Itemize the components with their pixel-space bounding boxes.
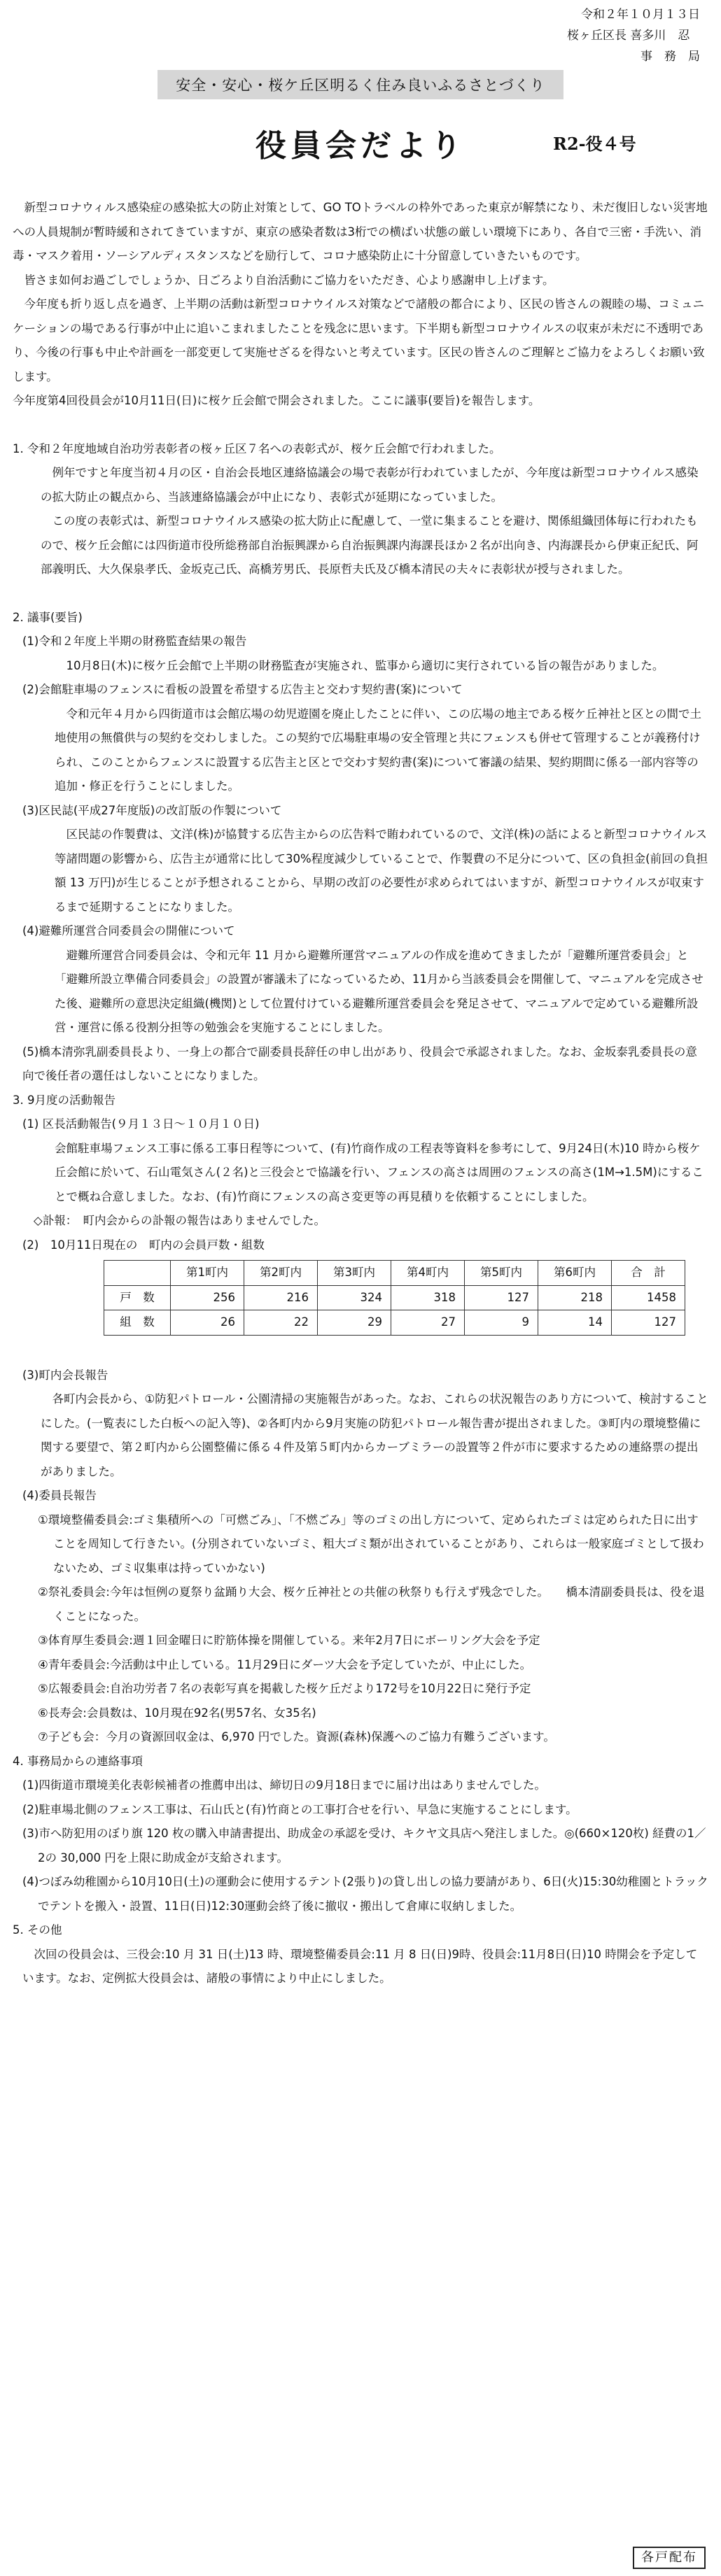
table-header-cell <box>104 1261 171 1286</box>
intro-paragraph: 新型コロナウィルス感染症の感染拡大の防止対策として、GO TOトラベルの枠外であった東京が解禁になり、未だ復旧しない災害地への人員規制が暫時緩和されてきていますが、東京の感染者数は3桁での横ばい状態の厳しい環境下にあり、各自で三密・手洗い、消毒・マスク着用・ソーシアルディスタンスなどを励行して、コロナ感染防止に十分留意していきたいものです。 <box>13 201 708 262</box>
notice-item: (4)つぼみ幼稚園から10月10日(土)の運動会に使用するテント(2張り)の貸し出しの協力要請があり、6日(火)15:30幼稚園とトラックでテントを搬入・設置、11日(日)12:30運動会終了後に撤収・搬出して倉庫に収納しました。 <box>22 1875 708 1913</box>
agenda-item-text: 区民誌の作製費は、文洋(株)が協賛する広告主からの広告料で賄われているので、文洋(株)の話によると新型コロナウイルス等諸問題の影響から、広告主が通常に比して30%程度減少していることで、作製費の不足分について、区の負担金(前回の負担額 13 万円)が生じることが予想されることから、早期の改訂の必要性が求められてはいますが、新型コロナウイルスが収束するまで延期することになりました。 <box>55 828 708 914</box>
distribution-stamp: 各戸配布 <box>633 2547 706 2569</box>
table-cell: 22 <box>244 1310 318 1336</box>
table-cell: 27 <box>391 1310 465 1336</box>
table-cell: 1458 <box>612 1285 685 1310</box>
issue-number: R2-役４号 <box>553 134 636 154</box>
author: 桜ヶ丘区長 喜多川 忍 <box>567 29 690 43</box>
table-cell: 256 <box>171 1285 244 1310</box>
header-block <box>567 4 700 67</box>
notice-item: (2)駐車場北側のフェンス工事は、石山氏と(有)竹商との工事打合せを行い、早急に実施することにします。 <box>22 1802 578 1816</box>
row-label: 戸 数 <box>104 1285 171 1310</box>
committee-report-item: ⑥長寿会:会員数は、10月現在92名(男57名、女35名) <box>38 1706 316 1720</box>
table-cell: 324 <box>318 1285 391 1310</box>
table-cell: 127 <box>465 1285 538 1310</box>
committee-report-item: ⑦子ども会：今月の資源回収金は、6,970 円でした。資源(森林)保護へのご協力有難うございます。 <box>38 1730 555 1743</box>
table-header-cell: 第3町内 <box>318 1261 391 1286</box>
agenda-item-title: (4)避難所運営合同委員会の開催について <box>22 924 235 937</box>
intro-paragraph: 皆さま如何お過ごしでしょうか、日ごろより自治活動にご協力をいただき、心より感謝申し上げます。 <box>24 273 554 287</box>
section1-paragraph: 例年ですと年度当初４月の区・自治会長地区連絡協議会の場で表彰が行われていましたが、今年度は新型コロナウイルス感染の拡大防止の観点から、当該連絡協議会が中止になり、表彰式が延期になっていました。 <box>41 466 699 504</box>
table-header-cell: 第1町内 <box>171 1261 244 1286</box>
agenda-item-title: (2)会館駐車場のフェンスに看板の設置を希望する広告主と交わす契約書(案)について <box>22 683 463 696</box>
activity-subheading: (1) 区長活動報告(９月１３日～１０月１０日) <box>22 1117 260 1131</box>
section5-heading: 5. その他 <box>13 1923 62 1937</box>
obituary-note: ◇訃報： 町内会からの訃報の報告はありませんでした。 <box>34 1214 326 1227</box>
table-cell: 14 <box>538 1310 612 1336</box>
membership-table <box>104 1260 685 1336</box>
agenda-item-text: 避難所運営合同委員会は、令和元年 11 月から避難所運営マニュアルの作成を進めてきましたが「避難所運営委員会」と「避難所設立準備合同委員会」の設置が審議未了になっているため、11月から当該委員会を開催して、マニュアルを完成させた後、避難所の意思決定組織(機関)として位置付けている避難所運営委員会を発足させて、マニュアルで定めている避難所設営・運営に係る役割分担等の勉強会を実施することにしました。 <box>55 948 704 1034</box>
title-row <box>0 120 721 162</box>
table-cell: 127 <box>612 1310 685 1336</box>
table-header-cell: 第4町内 <box>391 1261 465 1286</box>
issue-date: 令和２年１０月１３日 <box>581 8 700 22</box>
slogan-text: 安全・安心・桜ケ丘区明るく住み良いふるさとづくり <box>158 70 564 99</box>
agenda-item-text: 令和元年４月から四街道市は会館広場の幼児遊園を廃止したことに伴い、この広場の地主である桜ケ丘神社と区との間で土地使用の無償供与の契約を交わしました。この契約で広場駐車場の安全管理と共にフェンスも併せて管理することが義務付けられ、このことからフェンスに設置する広告主と区とで交わす契約書(案)について審議の結果、契約期間に係る一部内容等の追加・修正を行うことにしました。 <box>55 707 701 793</box>
table-header-cell: 合 計 <box>612 1261 685 1286</box>
table-row <box>104 1310 685 1336</box>
slogan-banner <box>0 70 721 99</box>
committee-report-item: ②祭礼委員会:今年は恒例の夏祭り盆踊り大会、桜ケ丘神社との共催の秋祭りも行えず残念でした。 橋本清副委員長は、役を退くことになった。 <box>38 1585 705 1623</box>
intro-paragraph: 今年度第4回役員会が10月11日(日)に桜ケ丘会館で開会されました。ここに議事(要旨)を報告します。 <box>13 394 540 407</box>
table-header-row <box>104 1261 685 1286</box>
activity-text: 会館駐車場フェンス工事に係る工事日程等について、(有)竹商作成の工程表等資料を参考にして、9月24日(木)10 時から桜ケ丘会館に於いて、石山電気さん(２名)と三役会とで協議を行い、フェンスの高さは周囲のフェンスの高さ(1M→1.5M)にすることで概ね合意しました。なお、(有)竹商にフェンスの高さ変更等の再見積りを依頼することにしました。 <box>55 1141 704 1203</box>
notice-item: (3)市へ防犯用のぼり旗 120 枚の購入申請書提出、助成金の承認を受け、キクヤ文具店へ発注しました。◎(660×120枚) 経費の1／2の 30,000 円を上限に助成金が支給されます。 <box>22 1827 706 1864</box>
next-meeting-text: 次回の役員会は、三役会:10 月 31 日(土)13 時、環境整備委員会:11 月 8 日(日)9時、役員会:11月8日(日)10 時開会を予定しています。なお、定例拡大役員会は、諸般の事情により中止にしました。 <box>22 1947 698 1985</box>
section1-heading: 1. 令和２年度地域自治功労表彰者の桜ヶ丘区７名への表彰式が、桜ケ丘会館で行われました。 <box>13 441 501 455</box>
section3-heading: 3. 9月度の活動報告 <box>13 1093 115 1107</box>
section1-paragraph: この度の表彰式は、新型コロナウイルス感染の拡大防止に配慮して、一堂に集まることを避け、関係組織団体毎に行われたもので、桜ケ丘会館には四街道市役所総務部自治振興課から自治振興課内海課長ほか２名が出向き、内海課長から伊東正紀氏、阿部義明氏、大久保泉孝氏、金坂克己氏、高橋芳男氏、長原哲夫氏及び橋本清民の夫々に表彰状が授与されました。 <box>41 514 699 576</box>
membership-subheading: (2) 10月11日現在の 町内の会員戸数・組数 <box>22 1238 265 1252</box>
table-header-cell: 第2町内 <box>244 1261 318 1286</box>
table-cell: 29 <box>318 1310 391 1336</box>
intro-paragraph: 今年度も折り返し点を過ぎ、上半期の活動は新型コロナウイルス対策などで諸般の都合により、区民の皆さんの親睦の場、コミュニケーションの場である行事が中止に追いこまれましたことを残念に思います。下半期も新型コロナウイルスの収束が未だに不透明であり、今後の行事も中止や計画を一部変更して実施せざるを得ないと考えています。区民の皆さんのご理解とご協力をよろしくお願い致します。 <box>13 297 705 383</box>
page-title: 役員会だより <box>255 128 465 164</box>
newsletter-body <box>13 196 708 1991</box>
table-row <box>104 1285 685 1310</box>
table-header-cell: 第5町内 <box>465 1261 538 1286</box>
table-header-cell: 第6町内 <box>538 1261 612 1286</box>
agenda-item-title: (1)令和２年度上半期の財務監査結果の報告 <box>22 635 247 648</box>
committee-report-item: ①環境整備委員会:ゴミ集積所への「可燃ごみ」、「不燃ごみ」等のゴミの出し方について、定められたゴミは定められた日に出すことを周知して行きたい。(分別されていないゴミ、粗大ゴミ類が出されていることがあり、これらは一般家庭ゴミとして扱わないため、ゴミ収集車は持っていかない) <box>38 1513 704 1575</box>
table-cell: 9 <box>465 1310 538 1336</box>
office: 事 務 局 <box>640 50 700 64</box>
notice-item: (1)四街道市環境美化表彰候補者の推薦申出は、締切日の9月18日までに届け出はありませんでした。 <box>22 1778 546 1792</box>
agenda-item-text: 10月8日(木)に桜ケ丘会館で上半期の財務監査が実施され、監事から適切に実行されている旨の報告がありました。 <box>66 658 664 672</box>
committee-report-item: ③体育厚生委員会:週１回金曜日に貯筋体操を開催している。来年2月7日にボーリング大会を予定 <box>38 1634 540 1647</box>
row-label: 組 数 <box>104 1310 171 1336</box>
committee-report-item: ⑤広報委員会:自治功労者７名の表彰写真を掲載した桜ケ丘だより172号を10月22日に発行予定 <box>38 1682 531 1695</box>
chief-report-text: 各町内会長から、①防犯パトロール・公園清掃の実施報告があった。なお、これらの状況報告のあり方について、検討することにした。(一覧表にした白板への記入等)、②各町内から9月実施の防犯パトロール報告書が提出されました。③町内の環境整備に関する要望で、第２町内から公園整備に係る４件及第５町内からカーブミラーの設置等２件が市に要求するための連絡票の提出がありました。 <box>41 1392 708 1478</box>
committee-report-item: ④青年委員会:今活動は中止している。11月29日にダーツ大会を予定していたが、中止にした。 <box>38 1657 532 1671</box>
table-cell: 216 <box>244 1285 318 1310</box>
table-cell: 26 <box>171 1310 244 1336</box>
table-cell: 318 <box>391 1285 465 1310</box>
committee-report-heading: (4)委員長報告 <box>22 1489 97 1502</box>
agenda-item-title: (3)区民誌(平成27年度版)の改訂版の作製について <box>22 803 282 817</box>
section4-heading: 4. 事務局からの連絡事項 <box>13 1754 143 1768</box>
agenda-item-text: (5)橋本清弥乳副委員長より、一身上の都合で副委員長辞任の申し出があり、役員会で承認されました。なお、金坂泰乳委員長の意向で後任者の選任はしないことになりました。 <box>22 1045 697 1082</box>
chief-report-heading: (3)町内会長報告 <box>22 1368 108 1382</box>
section2-heading: 2. 議事(要旨) <box>13 610 83 624</box>
table-cell: 218 <box>538 1285 612 1310</box>
